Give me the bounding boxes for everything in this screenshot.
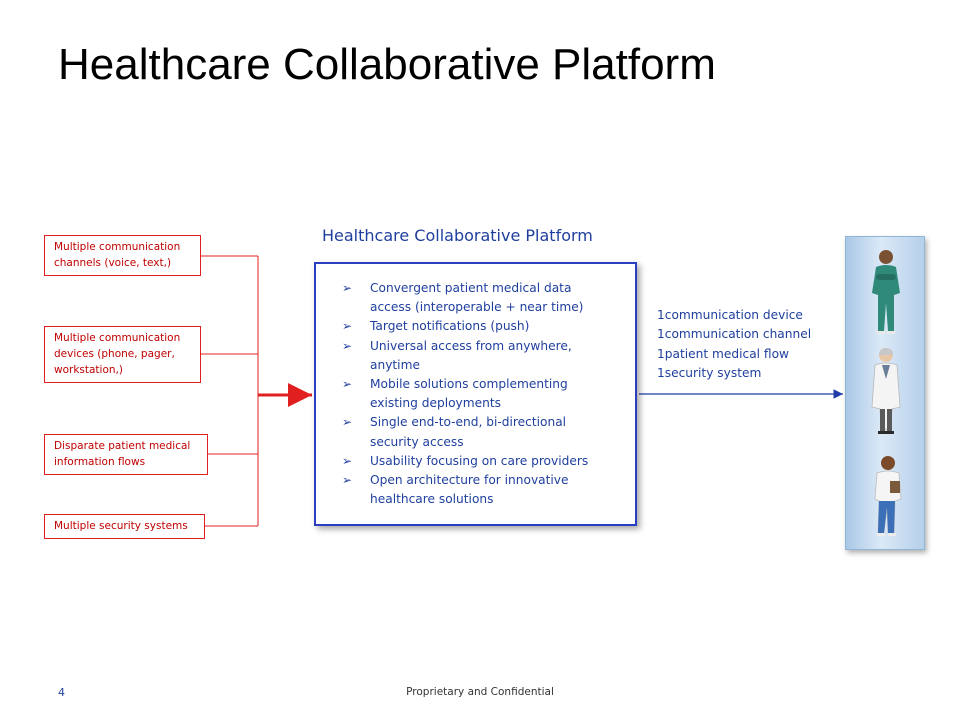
input-box-line: Multiple communication [54,241,181,253]
input-box-line: Multiple security systems [54,520,188,532]
people-illustration [846,237,924,549]
arrow-bullet-icon: ➢ [342,377,353,392]
input-connectors [200,256,258,526]
nurse-figure [875,456,901,536]
platform-box [314,262,637,526]
feature-line: anytime [370,357,420,372]
input-box-line: devices (phone, pager, [54,348,175,360]
output-list [657,306,811,384]
feature-line: security access [370,434,464,449]
feature-line: Universal access from anywhere, [370,338,572,353]
feature-line: healthcare solutions [370,492,494,507]
page-number: 4 [58,686,65,699]
output-item: 1communication device [657,308,803,322]
feature-line: existing deployments [370,396,501,411]
input-box-line: workstation,) [54,364,123,376]
feature-item [342,413,625,451]
arrow-bullet-icon: ➢ [342,415,353,430]
arrow-bullet-icon: ➢ [342,473,353,488]
arrow-bullet-icon: ➢ [342,453,353,468]
feature-item [342,471,625,509]
input-box-devices [44,326,201,383]
input-box-channels [44,235,201,276]
input-box-information-flows [44,434,208,475]
feature-line: access (interoperable + near time) [370,300,584,315]
output-item: 1security system [657,366,762,381]
feature-line: Open architecture for innovative [370,473,569,488]
feature-line: Mobile solutions complementing [370,377,568,392]
feature-list [316,264,635,509]
feature-item [342,337,625,375]
output-item: 1communication channel [657,327,812,342]
slide-title: Healthcare Collaborative Platform [58,40,716,89]
feature-item [342,317,625,336]
surgeon-figure [872,250,900,334]
input-box-line: channels (voice, text,) [54,257,172,269]
feature-line: Convergent patient medical data [370,281,572,295]
input-box-security-systems [44,514,205,539]
feature-line: Single end-to-end, bi-directional [370,415,567,430]
platform-heading: Healthcare Collaborative Platform [322,226,593,245]
arrow-bullet-icon: ➢ [342,338,353,353]
feature-item [342,452,625,471]
feature-item [342,375,625,413]
arrow-bullet-icon: ➢ [342,281,353,295]
feature-item [342,279,625,317]
arrow-bullet-icon: ➢ [342,319,353,334]
input-box-line: Disparate patient medical [54,440,191,452]
footer-text: Proprietary and Confidential [406,686,554,698]
input-box-line: information flows [54,456,146,468]
doctor-figure [872,348,900,434]
feature-line: Target notifications (push) [370,319,530,334]
input-box-line: Multiple communication [54,332,181,344]
feature-line: Usability focusing on care providers [370,453,589,468]
people-panel [845,236,925,550]
output-item: 1patient medical flow [657,346,790,361]
